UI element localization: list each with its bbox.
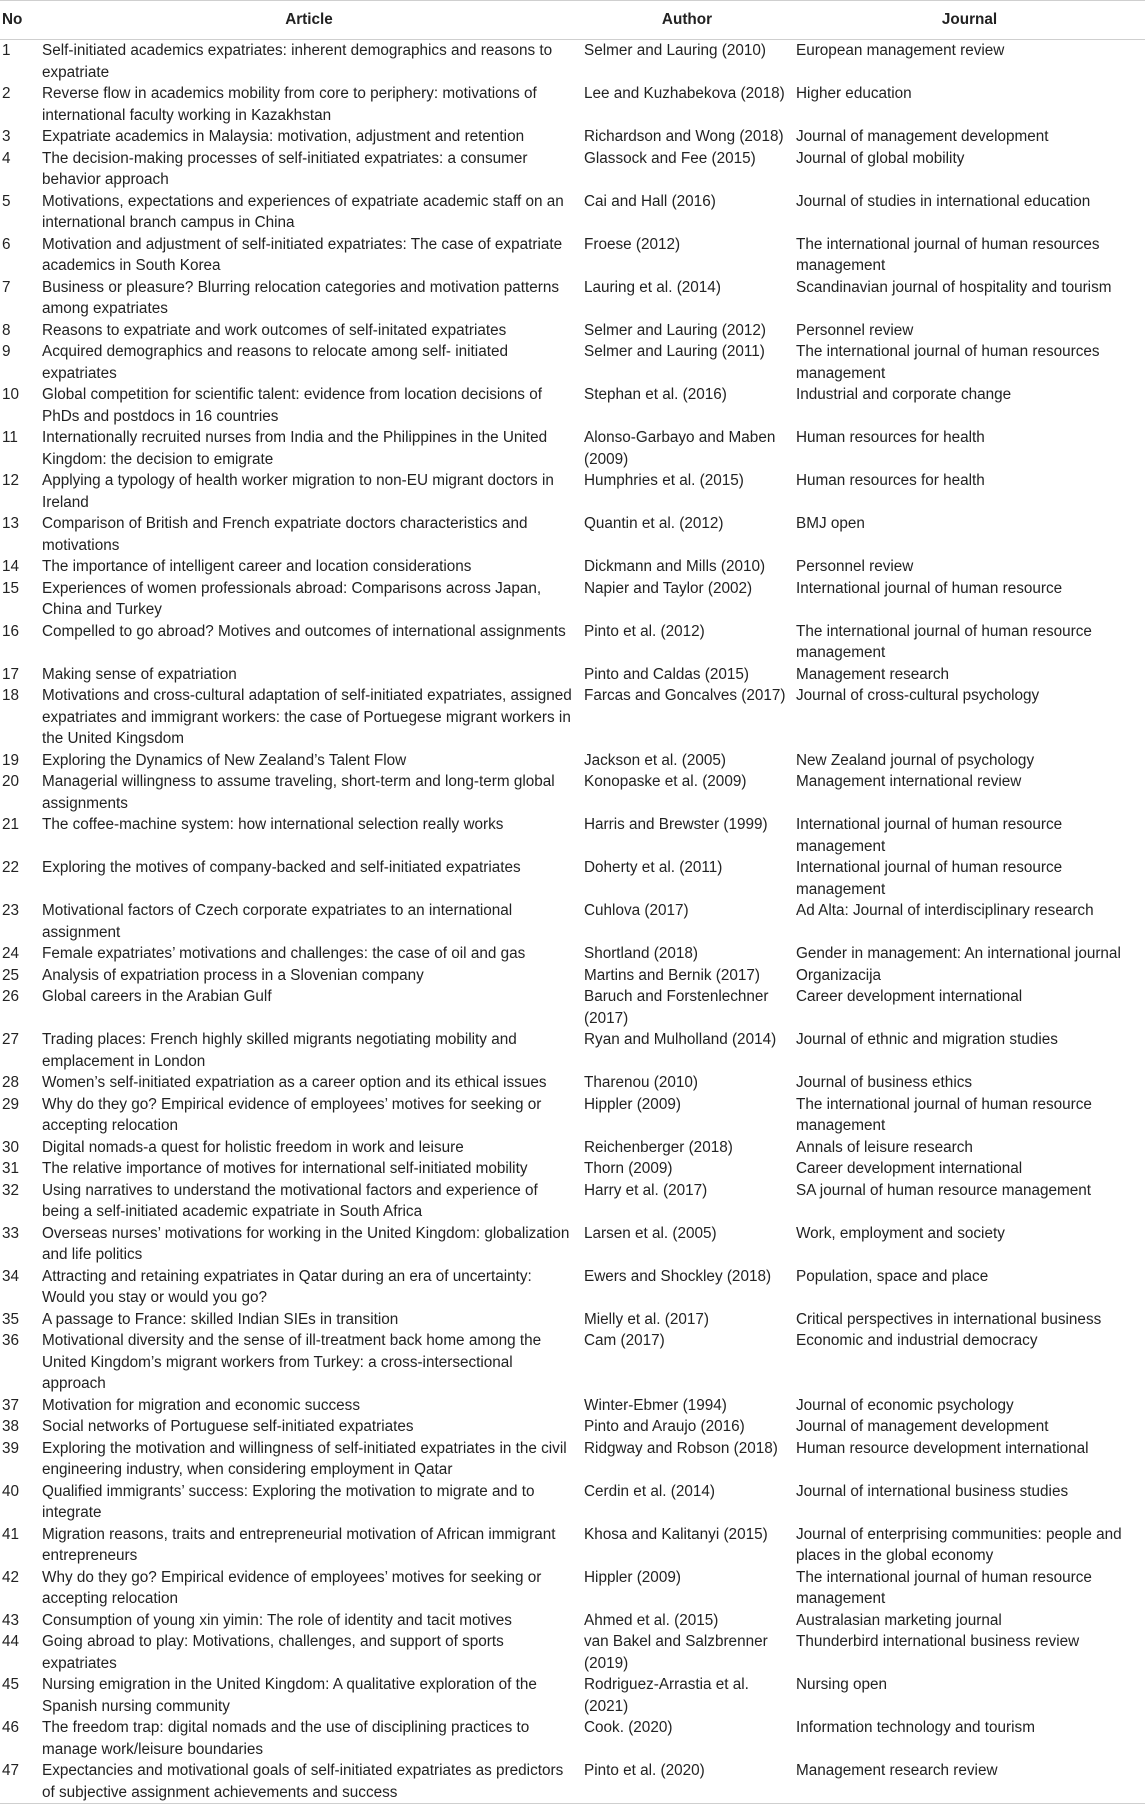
row-number: 10: [2, 386, 20, 403]
journal-cell: Information technology and tourism: [796, 1719, 1035, 1736]
row-number: 15: [2, 579, 20, 597]
journal-cell: Career development international: [796, 988, 1023, 1005]
table-row: [0, 126, 1145, 148]
author-cell: Cook. (2020): [584, 1719, 673, 1736]
table-header: [0, 1, 1145, 40]
article-title: Overseas nurses’ motivations for working in the United Kingdom: globalization and life politics: [42, 1224, 570, 1263]
journal-cell: New Zealand journal of psychology: [796, 751, 1035, 769]
table-row: [0, 1180, 1145, 1223]
journal-cell: Journal of management development: [796, 1418, 1049, 1435]
author-cell: Ewers and Shockley (2018): [584, 1267, 772, 1285]
row-number: 38: [2, 1418, 20, 1435]
row-number: 16: [2, 622, 20, 640]
column-header-journal: Journal: [794, 1, 1145, 40]
author-cell: Tharenou (2010): [584, 1074, 698, 1091]
author-cell: Napier and Taylor (2002): [584, 579, 753, 597]
author-cell: Konopaske et al. (2009): [584, 773, 747, 790]
journal-cell: Journal of ethnic and migration studies: [796, 1031, 1058, 1048]
journal-cell: Management international review: [796, 773, 1022, 790]
article-title: Motivations, expectations and experiences of expatriate academic staff on an international branch campus in China: [42, 192, 564, 231]
author-cell: Froese (2012): [584, 235, 681, 253]
author-cell: Quantin et al. (2012): [584, 515, 724, 532]
article-title: Managerial willingness to assume traveling, short-term and long-term global assignments: [42, 773, 555, 812]
article-title: Self-initiated academics expatriates: inherent demographics and reasons to expatriate: [42, 42, 553, 81]
author-cell: Ahmed et al. (2015): [584, 1611, 719, 1629]
row-number: 8: [2, 321, 11, 339]
article-title: Global careers in the Arabian Gulf: [42, 988, 272, 1005]
author-cell: Selmer and Lauring (2012): [584, 321, 766, 339]
article-title: Exploring the Dynamics of New Zealand’s Talent Flow: [42, 751, 407, 769]
row-number: 14: [2, 558, 20, 575]
journal-cell: Australasian marketing journal: [796, 1611, 1002, 1629]
row-number: 9: [2, 343, 11, 360]
table-row: [0, 40, 1145, 84]
row-number: 45: [2, 1676, 20, 1693]
row-number: 25: [2, 966, 20, 984]
table-row: [0, 427, 1145, 470]
table-row: [0, 1395, 1145, 1417]
table-row: [0, 986, 1145, 1029]
table-row: [0, 1481, 1145, 1524]
table-row: [0, 470, 1145, 513]
article-title: Analysis of expatriation process in a Slovenian company: [42, 966, 424, 984]
table-row: [0, 1158, 1145, 1180]
article-title: Compelled to go abroad? Motives and outcomes of international assignments: [42, 622, 566, 640]
journal-cell: Journal of economic psychology: [796, 1396, 1014, 1414]
table-row: [0, 1438, 1145, 1481]
row-number: 22: [2, 859, 20, 876]
row-number: 17: [2, 665, 20, 683]
row-number: 29: [2, 1095, 20, 1113]
author-cell: Selmer and Lauring (2011): [584, 343, 765, 360]
table-row: [0, 1631, 1145, 1674]
column-header-author: Author: [580, 1, 794, 40]
author-cell: Richardson and Wong (2018): [584, 128, 784, 145]
table-row: [0, 1760, 1145, 1804]
article-title: Experiences of women professionals abroad: Comparisons across Japan, China and Turkey: [42, 579, 542, 618]
author-cell: Ryan and Mulholland (2014): [584, 1031, 777, 1048]
article-title: Digital nomads-a quest for holistic freedom in work and leisure: [42, 1138, 464, 1156]
article-title: Reverse flow in academics mobility from core to periphery: motivations of international faculty working in Kazakhstan: [42, 85, 537, 124]
table-row: [0, 943, 1145, 965]
row-number: 3: [2, 128, 11, 145]
row-number: 33: [2, 1224, 20, 1242]
article-title: Using narratives to understand the motivational factors and experience of being a self-initiated academic expatriate in South Africa: [42, 1181, 538, 1220]
journal-cell: BMJ open: [796, 515, 865, 532]
journal-cell: Management research: [796, 665, 950, 683]
journal-cell: SA journal of human resource management: [796, 1181, 1092, 1199]
journal-cell: Journal of cross-cultural psychology: [796, 687, 1040, 704]
author-cell: Mielly et al. (2017): [584, 1310, 709, 1328]
column-header-article: Article: [38, 1, 580, 40]
author-cell: Pinto et al. (2020): [580, 1760, 794, 1804]
row-number: 20: [2, 773, 20, 790]
row-number: 4: [2, 149, 11, 167]
article-title: Reasons to expatriate and work outcomes of self-initated expatriates: [42, 321, 507, 339]
column-header-no: No: [0, 1, 38, 40]
table-row: [0, 1072, 1145, 1094]
row-number: 43: [2, 1611, 20, 1629]
row-number: 40: [2, 1482, 20, 1500]
row-number: 31: [2, 1160, 20, 1177]
journal-cell: Journal of global mobility: [796, 149, 965, 167]
journal-cell: Management research review: [794, 1760, 1145, 1804]
row-number: 30: [2, 1138, 20, 1156]
author-cell: Reichenberger (2018): [584, 1138, 733, 1156]
article-title: Nursing emigration in the United Kingdom: A qualitative exploration of the Spanish nursing community: [42, 1676, 537, 1715]
table-body: [0, 40, 1145, 1804]
journal-cell: Scandinavian journal of hospitality and tourism: [796, 278, 1112, 296]
table-row: [0, 148, 1145, 191]
journal-cell: Thunderbird international business review: [796, 1633, 1080, 1650]
table-row: [0, 1309, 1145, 1331]
article-title: The freedom trap: digital nomads and the use of disciplining practices to manage work/leisure boundaries: [42, 1719, 530, 1758]
journal-cell: Ad Alta: Journal of interdisciplinary research: [796, 902, 1094, 919]
journal-cell: The international journal of human resource management: [796, 622, 1092, 661]
table-row: [0, 1416, 1145, 1438]
journal-cell: Work, employment and society: [796, 1224, 1005, 1242]
article-title: Acquired demographics and reasons to relocate among self- initiated expatriates: [42, 343, 508, 382]
author-cell: Lauring et al. (2014): [584, 278, 721, 296]
journal-cell: Personnel review: [796, 321, 914, 339]
author-cell: Thorn (2009): [584, 1160, 673, 1177]
row-number: 32: [2, 1181, 20, 1199]
journal-cell: Journal of business ethics: [796, 1074, 973, 1091]
article-title: Internationally recruited nurses from India and the Philippines in the United Kingdom: the decision to emigrate: [42, 429, 548, 468]
journal-cell: Annals of leisure research: [796, 1138, 973, 1156]
table-row: [0, 578, 1145, 621]
table-row: [0, 1223, 1145, 1266]
table-row: [0, 965, 1145, 987]
author-cell: Dickmann and Mills (2010): [584, 558, 766, 575]
table-row: [0, 1524, 1145, 1567]
author-cell: Humphries et al. (2015): [584, 472, 744, 489]
author-cell: Hippler (2009): [584, 1095, 681, 1113]
table-row: [0, 621, 1145, 664]
table-row: [0, 664, 1145, 686]
row-number: 6: [2, 235, 11, 253]
row-number: 37: [2, 1396, 20, 1414]
journal-cell: Career development international: [796, 1160, 1023, 1177]
article-title: Social networks of Portuguese self-initiated expatriates: [42, 1418, 414, 1435]
row-number: 2: [2, 85, 11, 102]
article-title: Female expatriates’ motivations and challenges: the case of oil and gas: [42, 945, 526, 962]
table-row: [0, 814, 1145, 857]
journal-cell: Journal of enterprising communities: people and places in the global economy: [796, 1525, 1122, 1564]
journal-cell: Economic and industrial democracy: [796, 1332, 1038, 1349]
author-cell: Doherty et al. (2011): [584, 859, 723, 876]
author-cell: Rodriguez-Arrastia et al. (2021): [584, 1676, 749, 1715]
article-title: Motivation for migration and economic success: [42, 1396, 360, 1414]
header-row: [0, 1, 1145, 40]
author-cell: Pinto and Araujo (2016): [584, 1418, 745, 1435]
row-number: 26: [2, 988, 20, 1005]
author-cell: Cerdin et al. (2014): [584, 1482, 715, 1500]
author-cell: Alonso-Garbayo and Maben (2009): [584, 429, 776, 468]
article-title: The decision-making processes of self-initiated expatriates: a consumer behavior approach: [42, 149, 528, 188]
article-title: Global competition for scientific talent: evidence from location decisions of PhDs and postdocs in 16 countries: [42, 386, 542, 425]
journal-cell: Industrial and corporate change: [796, 386, 1012, 403]
table-row: [0, 556, 1145, 578]
table-row: [0, 1137, 1145, 1159]
table-row: [0, 320, 1145, 342]
article-title: Why do they go? Empirical evidence of employees’ motives for seeking or accepting relocation: [42, 1095, 542, 1134]
journal-cell: Journal of international business studies: [796, 1482, 1069, 1500]
article-title: The coffee-machine system: how international selection really works: [42, 816, 504, 833]
journal-cell: The international journal of human resource management: [796, 1095, 1092, 1134]
author-cell: Larsen et al. (2005): [584, 1224, 717, 1242]
journal-cell: Critical perspectives in international business: [796, 1310, 1102, 1328]
row-number: 23: [2, 902, 20, 919]
journal-cell: International journal of human resource: [796, 579, 1063, 597]
author-cell: Farcas and Goncalves (2017): [584, 687, 786, 704]
article-title: Business or pleasure? Blurring relocation categories and motivation patterns among expatriates: [42, 278, 559, 317]
table-row: [0, 750, 1145, 772]
journal-cell: Personnel review: [796, 558, 914, 575]
row-number: 36: [2, 1332, 20, 1349]
author-cell: van Bakel and Salzbrenner (2019): [584, 1633, 768, 1672]
article-title: Migration reasons, traits and entrepreneurial motivation of African immigrant entrepreneurs: [42, 1525, 556, 1564]
table-row: [0, 234, 1145, 277]
article-title: Expectancies and motivational goals of self-initiated expatriates as predictors of subjective assignment achievements and success: [38, 1760, 580, 1804]
row-number: 42: [2, 1568, 20, 1586]
journal-cell: The international journal of human resources management: [796, 235, 1100, 274]
row-number: 39: [2, 1439, 20, 1457]
author-cell: Shortland (2018): [584, 945, 698, 962]
article-title: The relative importance of motives for international self-initiated mobility: [42, 1160, 528, 1177]
table-row: [0, 1674, 1145, 1717]
row-number: 19: [2, 751, 20, 769]
row-number: 44: [2, 1633, 20, 1650]
article-title: Women’s self-initiated expatriation as a career option and its ethical issues: [42, 1074, 547, 1091]
journal-cell: The international journal of human resource management: [796, 1568, 1092, 1607]
table-row: [0, 1567, 1145, 1610]
article-title: Motivation and adjustment of self-initiated expatriates: The case of expatriate academics in South Korea: [42, 235, 563, 274]
table-row: [0, 277, 1145, 320]
journal-cell: European management review: [796, 42, 1005, 59]
article-title: Expatriate academics in Malaysia: motivation, adjustment and retention: [42, 128, 525, 145]
author-cell: Lee and Kuzhabekova (2018): [584, 85, 785, 102]
table-row: [0, 1029, 1145, 1072]
journal-cell: Human resources for health: [796, 472, 985, 489]
article-title: Qualified immigrants’ success: Exploring the motivation to migrate and to integrate: [42, 1482, 535, 1521]
table-row: [0, 341, 1145, 384]
journal-cell: Journal of management development: [796, 128, 1049, 145]
row-number: 41: [2, 1525, 20, 1543]
author-cell: Hippler (2009): [584, 1568, 681, 1586]
author-cell: Cai and Hall (2016): [584, 192, 716, 210]
row-number: 35: [2, 1310, 20, 1328]
row-number: 34: [2, 1267, 20, 1285]
author-cell: Winter-Ebmer (1994): [584, 1396, 727, 1414]
journal-cell: Human resources for health: [796, 429, 985, 446]
row-number: 24: [2, 945, 20, 962]
table-row: [0, 900, 1145, 943]
author-cell: Pinto et al. (2012): [584, 622, 705, 640]
table-row: [0, 83, 1145, 126]
row-number: 46: [2, 1719, 20, 1736]
article-title: Applying a typology of health worker migration to non-EU migrant doctors in Ireland: [42, 472, 554, 511]
author-cell: Harry et al. (2017): [584, 1181, 708, 1199]
author-cell: Glassock and Fee (2015): [584, 149, 756, 167]
author-cell: Cuhlova (2017): [584, 902, 689, 919]
row-number: 1: [2, 42, 11, 59]
journal-cell: Nursing open: [796, 1676, 887, 1693]
table-row: [0, 685, 1145, 750]
article-title: Motivational factors of Czech corporate expatriates to an international assignment: [42, 902, 513, 941]
row-number: 28: [2, 1074, 20, 1091]
table-row: [0, 1094, 1145, 1137]
journal-cell: Human resource development international: [796, 1439, 1089, 1457]
author-cell: Ridgway and Robson (2018): [584, 1439, 778, 1457]
journal-cell: Gender in management: An international journal: [796, 945, 1121, 962]
table-row: [0, 1330, 1145, 1395]
article-title: The importance of intelligent career and location considerations: [42, 558, 472, 575]
article-title: Exploring the motives of company-backed and self-initiated expatriates: [42, 859, 521, 876]
table-row: [0, 384, 1145, 427]
article-title: Making sense of expatriation: [42, 665, 237, 683]
table-row: [0, 513, 1145, 556]
article-title: Going abroad to play: Motivations, challenges, and support of sports expatriates: [42, 1633, 504, 1672]
journal-cell: Organizacija: [796, 966, 882, 984]
author-cell: Jackson et al. (2005): [584, 751, 726, 769]
row-number: 21: [2, 816, 20, 833]
article-title: Trading places: French highly skilled migrants negotiating mobility and emplacement in London: [42, 1031, 517, 1070]
journal-cell: Population, space and place: [796, 1267, 989, 1285]
article-title: Attracting and retaining expatriates in Qatar during an era of uncertainty: Would you stay or would you go?: [42, 1267, 532, 1306]
row-number: 13: [2, 515, 20, 532]
row-number: 7: [2, 278, 11, 296]
row-number: 27: [2, 1031, 20, 1048]
journal-cell: The international journal of human resources management: [796, 343, 1100, 382]
journal-cell: Journal of studies in international education: [796, 192, 1091, 210]
author-cell: Cam (2017): [584, 1332, 665, 1349]
author-cell: Khosa and Kalitanyi (2015): [584, 1525, 768, 1543]
journal-cell: Higher education: [796, 85, 912, 102]
author-cell: Baruch and Forstenlechner (2017): [584, 988, 769, 1027]
table-row: [0, 1610, 1145, 1632]
article-title: A passage to France: skilled Indian SIEs in transition: [42, 1310, 399, 1328]
table-row: [0, 1717, 1145, 1760]
table-row: [0, 857, 1145, 900]
article-title: Motivations and cross-cultural adaptation of self-initiated expatriates, assigned expatriates and immigrant workers: the case of Portuegese migrant workers in the United Kingsdom: [42, 687, 572, 747]
article-title: Comparison of British and French expatriate doctors characteristics and motivations: [42, 515, 528, 554]
journal-cell: International journal of human resource management: [796, 859, 1063, 898]
row-number: 47: [0, 1760, 38, 1804]
article-title: Exploring the motivation and willingness of self-initiated expatriates in the civil engineering industry, when considering employment in Qatar: [42, 1439, 567, 1478]
author-cell: Pinto and Caldas (2015): [584, 665, 749, 683]
table-row: [0, 1266, 1145, 1309]
table-row: [0, 771, 1145, 814]
author-cell: Harris and Brewster (1999): [584, 816, 768, 833]
row-number: 5: [2, 192, 11, 210]
author-cell: Selmer and Lauring (2010): [584, 42, 766, 59]
row-number: 11: [2, 429, 18, 446]
table-row: [0, 191, 1145, 234]
journal-cell: International journal of human resource management: [796, 816, 1063, 855]
row-number: 18: [2, 687, 20, 704]
author-cell: Stephan et al. (2016): [584, 386, 727, 403]
article-title: Why do they go? Empirical evidence of employees’ motives for seeking or accepting relocation: [42, 1568, 542, 1607]
row-number: 12: [2, 472, 20, 489]
article-title: Consumption of young xin yimin: The role of identity and tacit motives: [42, 1611, 512, 1629]
article-title: Motivational diversity and the sense of ill-treatment back home among the United Kingdom’s migrant workers from Turkey: a cross-intersectional approach: [42, 1332, 542, 1392]
author-cell: Martins and Bernik (2017): [584, 966, 760, 984]
